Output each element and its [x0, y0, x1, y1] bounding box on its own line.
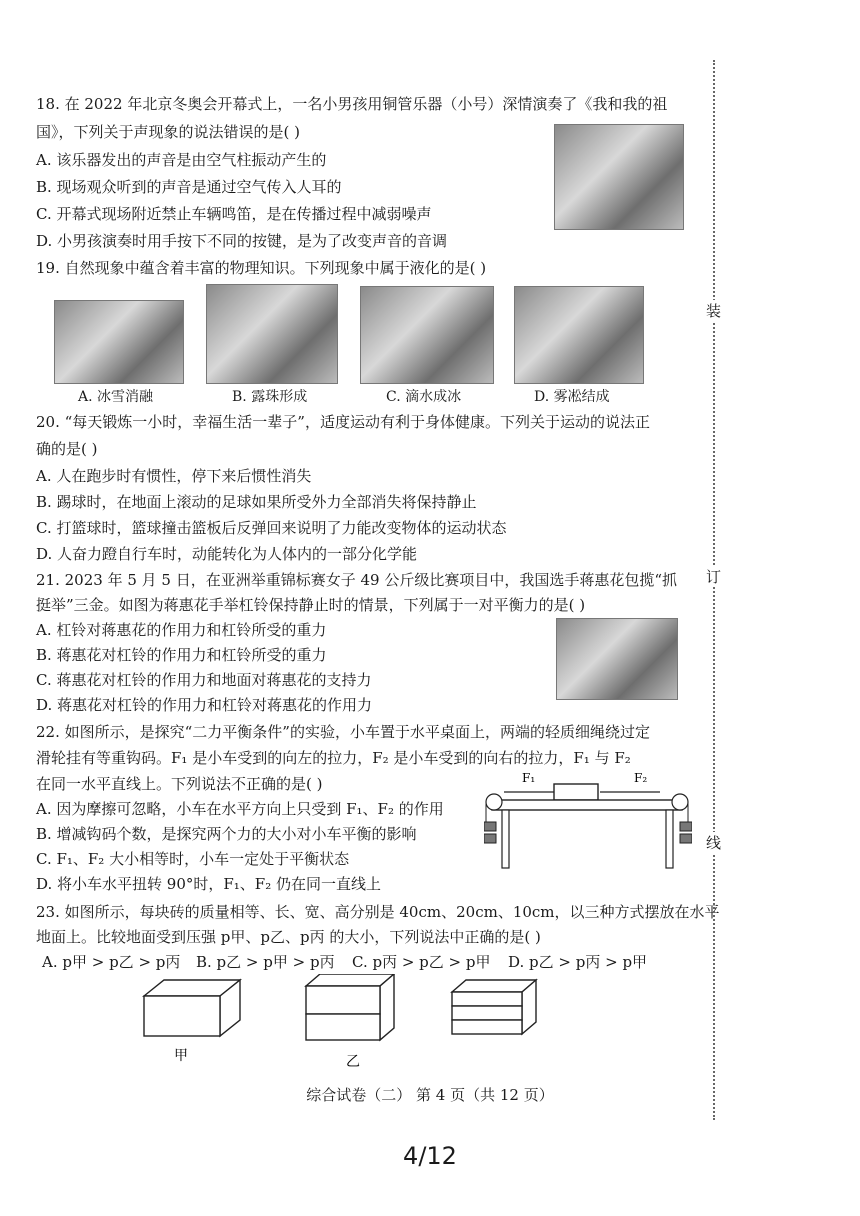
weight-right-2	[680, 834, 692, 843]
q21-option-b: B. 蒋惠花对杠铃的作用力和杠铃所受的重力	[36, 646, 327, 664]
ice-melt-photo	[54, 300, 184, 384]
q23-option-d: D. p乙 > p丙 > p甲	[508, 953, 648, 971]
icicle-photo	[360, 286, 494, 384]
q20-stem-line1: 20. “每天锻炼一小时，幸福生活一辈子”，适度运动有利于身体健康。下列关于运动的说法正	[36, 413, 650, 431]
q18-option-d: D. 小男孩演奏时用手按下不同的按键，是为了改变声音的音调	[36, 232, 448, 250]
q23-option-c: C. p丙 > p乙 > p甲	[352, 953, 491, 971]
q18-option-a: A. 该乐器发出的声音是由空气柱振动产生的	[36, 151, 327, 169]
q23-option-b: B. p乙 > p甲 > p丙	[196, 953, 335, 971]
q20-stem-line2: 确的是( )	[36, 440, 98, 458]
q21-option-c: C. 蒋惠花对杠铃的作用力和地面对蒋惠花的支持力	[36, 671, 372, 689]
q19-stem: 19. 自然现象中蕴含着丰富的物理知识。下列现象中属于液化的是( )	[36, 259, 487, 277]
q18-stem-line1: 18. 在 2022 年北京冬奥会开幕式上，一名小男孩用铜管乐器（小号）深情演奏了《我和我的祖	[36, 95, 668, 113]
two-force-balance-diagram	[484, 766, 692, 872]
q21-stem-line1: 21. 2023 年 5 月 5 日，在亚洲举重锦标赛女子 49 公斤级比赛项目中，我国选手蒋惠花包揽“抓	[36, 571, 678, 589]
pulley-right	[672, 794, 688, 810]
q22-stem-line2: 滑轮挂有等重钩码。F₁ 是小车受到的向左的拉力，F₂ 是小车受到的向右的拉力，F₁ 与 F₂	[36, 749, 631, 767]
f2-label: F₂	[634, 771, 648, 785]
q22-option-d: D. 将小车水平扭转 90°时，F₁、F₂ 仍在同一直线上	[36, 875, 381, 893]
dew-photo	[206, 284, 338, 384]
weight-left-2	[484, 834, 496, 843]
weight-left-1	[484, 822, 496, 831]
rime-photo	[514, 286, 644, 384]
q23-option-a: A. p甲 > p乙 > p丙	[42, 953, 181, 971]
q22-stem-line3: 在同一水平直线上。下列说法不正确的是( )	[36, 775, 323, 793]
q18-option-c: C. 开幕式现场附近禁止车辆鸣笛，是在传播过程中减弱噪声	[36, 205, 432, 223]
label-jia: 甲	[174, 1048, 188, 1064]
q20-option-a: A. 人在跑步时有惯性，停下来后惯性消失	[36, 467, 312, 485]
page-number: 4/12	[403, 1142, 457, 1170]
q20-option-c: C. 打篮球时，篮球撞击篮板后反弹回来说明了力能改变物体的运动状态	[36, 519, 507, 537]
table-top	[492, 800, 682, 810]
brick-stack-yi	[306, 974, 394, 1040]
binding-dotted-line	[713, 60, 715, 1120]
q20-option-d: D. 人奋力蹬自行车时，动能转化为人体内的一部分化学能	[36, 545, 418, 563]
cart	[554, 784, 598, 800]
margin-char-ding: 订	[706, 568, 722, 586]
table-leg-left	[502, 810, 509, 868]
q21-option-a: A. 杠铃对蒋惠花的作用力和杠铃所受的重力	[36, 621, 327, 639]
pulley-left	[486, 794, 502, 810]
q19-caption-d: D. 雾凇结成	[534, 389, 610, 405]
q18-stem-line2: 国》，下列关于声现象的说法错误的是( )	[36, 123, 300, 141]
q21-option-d: D. 蒋惠花对杠铃的作用力和杠铃对蒋惠花的作用力	[36, 696, 373, 714]
q22-option-b: B. 增减钩码个数，是探究两个力的大小对小车平衡的影响	[36, 825, 417, 843]
trumpet-boy-photo	[554, 124, 684, 230]
brick-diagram	[130, 974, 540, 1074]
margin-char-xian: 线	[706, 834, 722, 852]
brick-stack-bing	[452, 980, 536, 1034]
weight-right-1	[680, 822, 692, 831]
q18-option-b: B. 现场观众听到的声音是通过空气传入人耳的	[36, 178, 342, 196]
q22-stem-line1: 22. 如图所示，是探究“二力平衡条件”的实验，小车置于水平桌面上，两端的轻质细绳绕过定	[36, 723, 650, 741]
margin-char-zhuang: 装	[706, 302, 722, 320]
q21-stem-line2: 挺举”三金。如图为蒋惠花手举杠铃保持静止时的情景，下列属于一对平衡力的是( )	[36, 596, 586, 614]
label-yi: 乙	[346, 1054, 360, 1070]
weightlifter-photo	[556, 618, 678, 700]
f1-label: F₁	[522, 771, 536, 785]
q23-stem-line2: 地面上。比较地面受到压强 p甲、p乙、p丙 的大小，下列说法中正确的是( )	[36, 928, 541, 946]
page-footer: 综合试卷（二） 第 4 页（共 12 页）	[306, 1086, 554, 1104]
brick-stack-jia	[144, 980, 240, 1036]
q19-caption-c: C. 滴水成冰	[386, 389, 462, 405]
q22-option-c: C. F₁、F₂ 大小相等时，小车一定处于平衡状态	[36, 850, 350, 868]
table-leg-right	[666, 810, 673, 868]
q22-option-a: A. 因为摩擦可忽略，小车在水平方向上只受到 F₁、F₂ 的作用	[36, 800, 444, 818]
q19-caption-b: B. 露珠形成	[232, 389, 308, 405]
q23-stem-line1: 23. 如图所示，每块砖的质量相等、长、宽、高分别是 40cm、20cm、10cm，以三种方式摆放在水平	[36, 903, 720, 921]
q20-option-b: B. 踢球时，在地面上滚动的足球如果所受外力全部消失将保持静止	[36, 493, 477, 511]
q19-caption-a: A. 冰雪消融	[78, 389, 154, 405]
